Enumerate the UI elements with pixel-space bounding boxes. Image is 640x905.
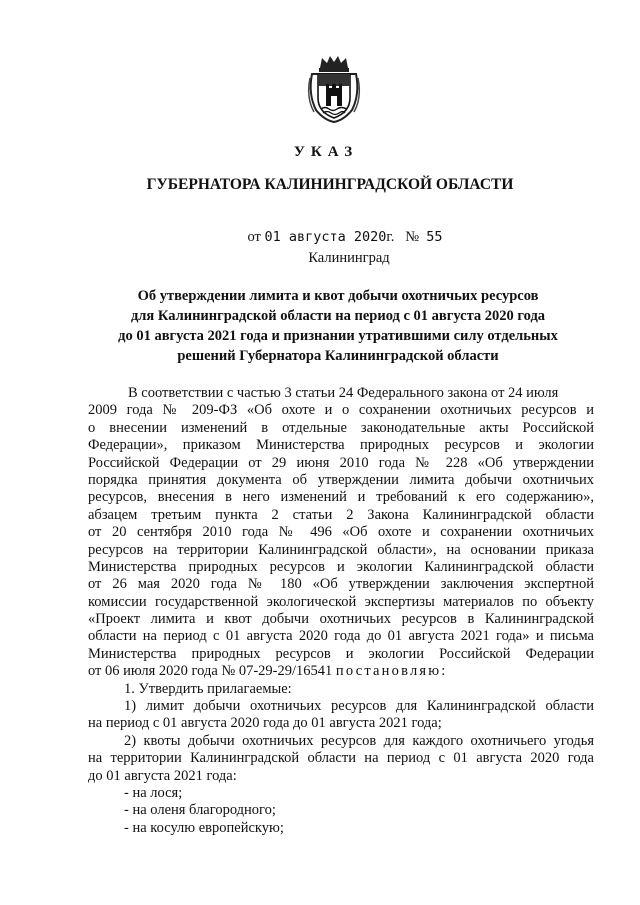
document-type: УКАЗ [293,144,359,160]
preamble-line: о внесении изменений в отдельные законодательные акты Российской [88,419,594,436]
item-1: 1. Утвердить прилагаемые: [124,680,292,697]
decree-word: постановляю: [335,663,448,680]
preamble-line: от 26 мая 2020 года № 180 «Об утверждении заключения экспертной [88,576,594,593]
preamble-line: от 20 сентября 2010 года № 496 «Об охоте и сохранении охотничьих [88,524,594,541]
species-item: - на лося; [124,785,183,802]
kaliningrad-coat-of-arms-icon [306,54,362,124]
letter-reference: от 06 июля 2020 года № 07-29-29/16541 [88,663,333,680]
preamble-line: Федерации», приказом Министерства природных ресурсов и экологии [88,437,594,454]
preamble-line: «Проект лимита и квот добычи охотничьих ресурсов в Калининградской [88,611,594,628]
preamble-line: абзацем третьим пункта 2 статьи 2 Закона Калининградской области [88,506,594,523]
title-line: решений Губернатора Калининградской области [177,348,499,364]
date-prefix: от [247,229,261,245]
preamble-line: В соответствии с частью 3 статьи 24 Федерального закона от 24 июля [128,385,559,401]
preamble-line: ресурсов на территории Калининградской области», на основании приказа [88,541,594,558]
issuer-title: ГУБЕРНАТОРА КАЛИНИНГРАДСКОЙ ОБЛАСТИ [146,176,514,193]
title-line: для Калининградской области на период с 01 августа 2020 года [130,308,546,324]
document-title [88,286,588,366]
title-line: до 01 августа 2021 года и признании утратившими силу отдельных [118,328,558,344]
preamble-line: 2009 года № 209-ФЗ «Об охоте и о сохранении охотничьих ресурсов и [88,402,594,419]
species-item: - на косулю европейскую; [124,819,284,836]
species-item: - на оленя благородного; [124,802,276,819]
item-1-2-line: 2) квоты добычи охотничьих ресурсов для каждого охотничьего угодья [124,732,594,749]
preamble-line: Российской Федерации от 29 июня 2010 года № 228 «Об утверждении [88,454,594,471]
preamble-line: ресурсов, внесения в него изменений и требований к его содержанию», [88,489,594,506]
preamble-last-line [88,663,594,680]
document-number: 55 [426,229,443,245]
document-body [88,385,594,837]
item-1-1-line: 1) лимит добычи охотничьих ресурсов для Калининградской области [124,698,594,715]
date-number-line [0,229,640,246]
number-sign: № [405,229,420,245]
preamble-line: Министерства природных ресурсов и экологии Российской Федерации [88,645,594,662]
date-suffix: г. [386,229,395,245]
item-1-2-line: на территории Калининградской области на период с 01 августа 2020 года [88,750,594,767]
preamble-line: порядка принятия документа об утверждении лимита добычи охотничьих [88,471,594,488]
date-value: 01 августа 2020 [264,229,387,245]
city: Калининград [308,250,390,266]
preamble-line: области на период с 01 августа 2020 года до 01 августа 2021 года» и письма [88,628,594,645]
item-1-2-line: до 01 августа 2021 года: [88,767,237,784]
item-1-1-line: на период с 01 августа 2020 года до 01 августа 2021 года; [88,715,442,732]
preamble-line: Министерства природных ресурсов и экологии Калининградской области [88,558,594,575]
preamble-line: комиссии государственной экологической экспертизы материалов по объекту [88,593,594,610]
title-line: Об утверждении лимита и квот добычи охотничьих ресурсов [137,288,539,304]
